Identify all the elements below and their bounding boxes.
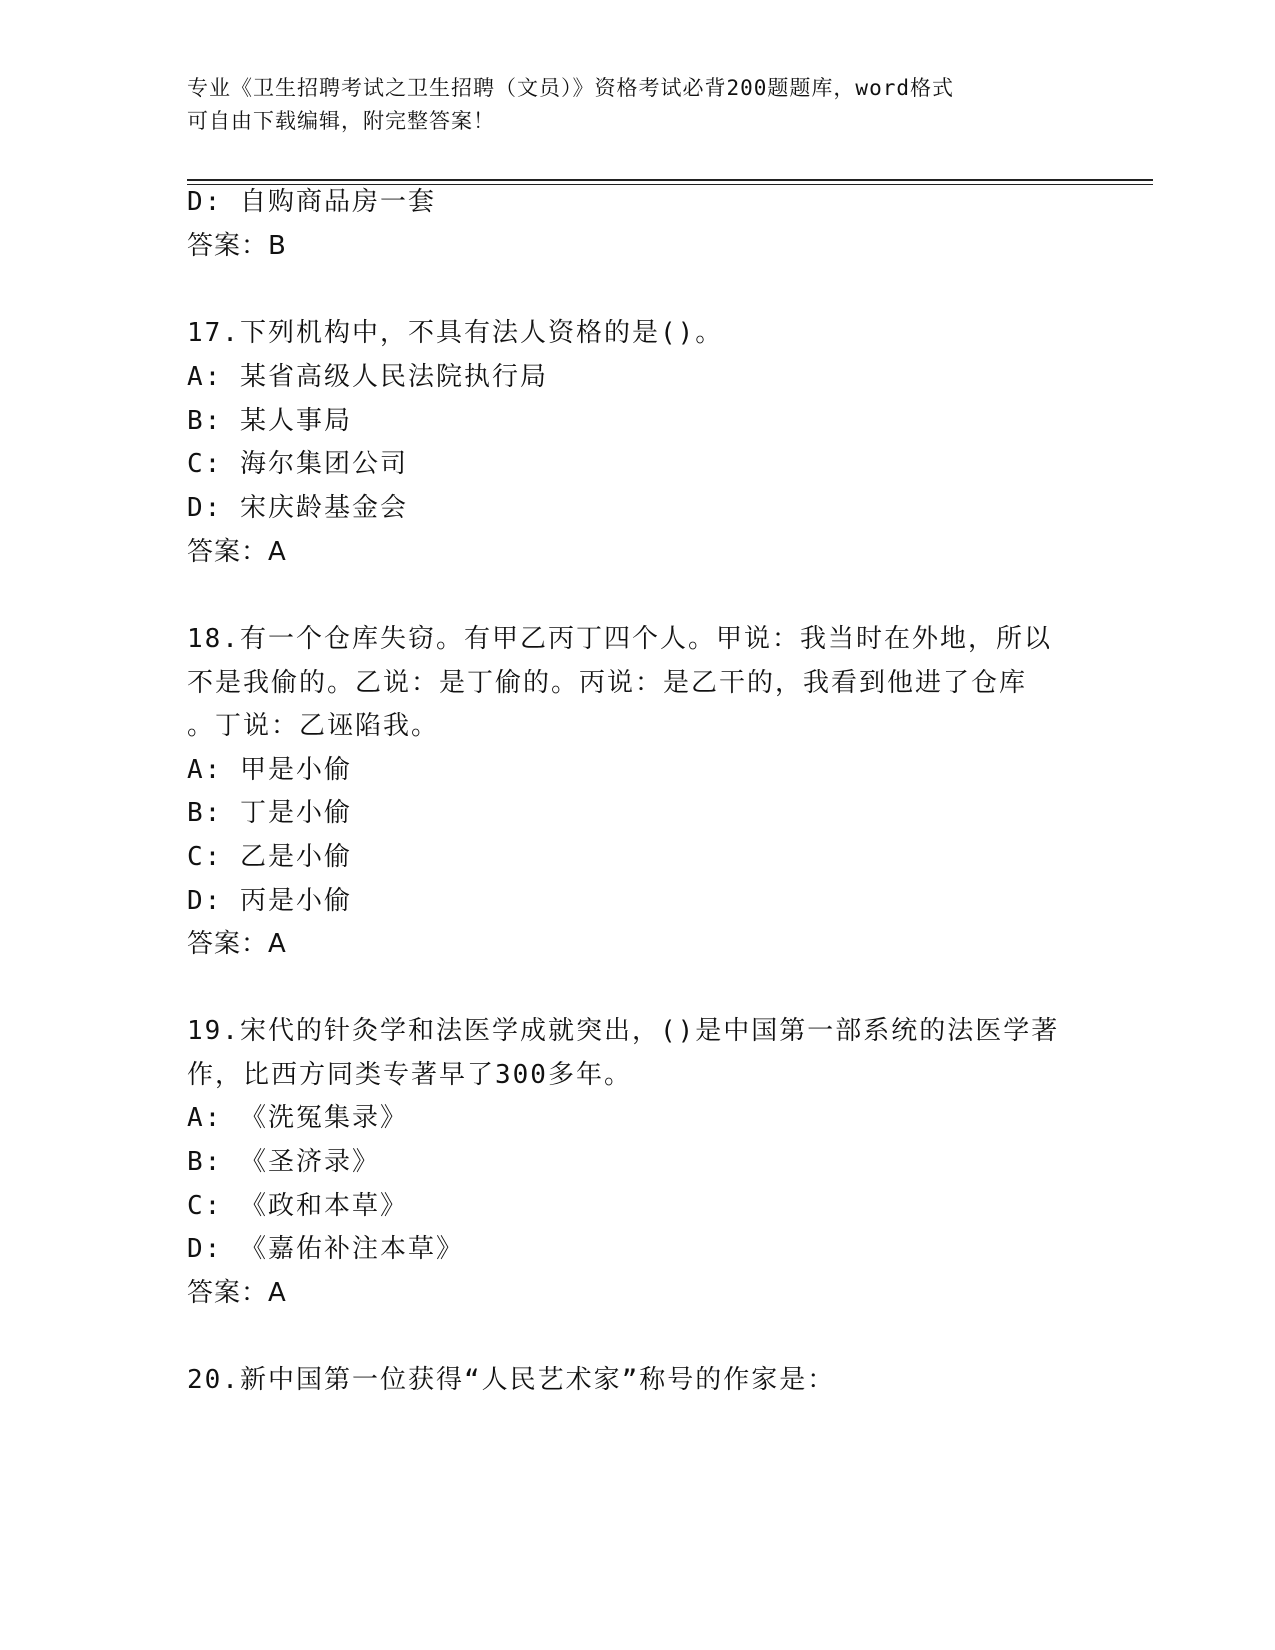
q20-question: 20.新中国第一位获得“人民艺术家”称号的作家是： [187,1365,836,1395]
header-line-1: 专业《卫生招聘考试之卫生招聘（文员）》资格考试必背200题题库，word格式 [187,76,954,100]
q19-question-line-2: 作，比西方同类专著早了300多年。 [187,1060,632,1090]
q18-option-b: B: 丁是小偷 [187,798,352,828]
prev-option-d: D: 自购商品房一套 [187,187,436,217]
q18-option-d: D: 丙是小偷 [187,886,352,916]
q17-option-d: D: 宋庆龄基金会 [187,493,408,523]
q19-question-line-1: 19.宋代的针灸学和法医学成就突出，()是中国第一部系统的法医学著 [187,1016,1060,1046]
header-line-2: 可自由下载编辑，附完整答案！ [187,109,495,133]
q17-answer: 答案：A [187,537,287,567]
q18-question-line-3: 。丁说：乙诬陷我。 [187,711,440,741]
q18-question-line-1: 18.有一个仓库失窃。有甲乙丙丁四个人。甲说：我当时在外地，所以 [187,624,1052,654]
q17-option-c: C: 海尔集团公司 [187,449,408,479]
q18-answer: 答案：A [187,929,287,959]
header-divider-thick [187,179,1153,181]
q17-option-a: A: 某省高级人民法院执行局 [187,362,548,392]
q18-option-c: C: 乙是小偷 [187,842,352,872]
q19-option-d: D: 《嘉佑补注本草》 [187,1234,464,1264]
document-header [187,72,1067,138]
q18-option-a: A: 甲是小偷 [187,755,352,785]
q19-option-a: A: 《洗冤集录》 [187,1103,408,1133]
q19-option-b: B: 《圣济录》 [187,1147,380,1177]
q19-option-c: C: 《政和本草》 [187,1191,408,1221]
q18-question-line-2: 不是我偷的。乙说：是丁偷的。丙说：是乙干的，我看到他进了仓库 [187,668,1028,698]
prev-answer: 答案：B [187,231,287,261]
q17-option-b: B: 某人事局 [187,406,352,436]
q19-answer: 答案：A [187,1278,287,1308]
q17-question: 17.下列机构中，不具有法人资格的是()。 [187,318,724,348]
